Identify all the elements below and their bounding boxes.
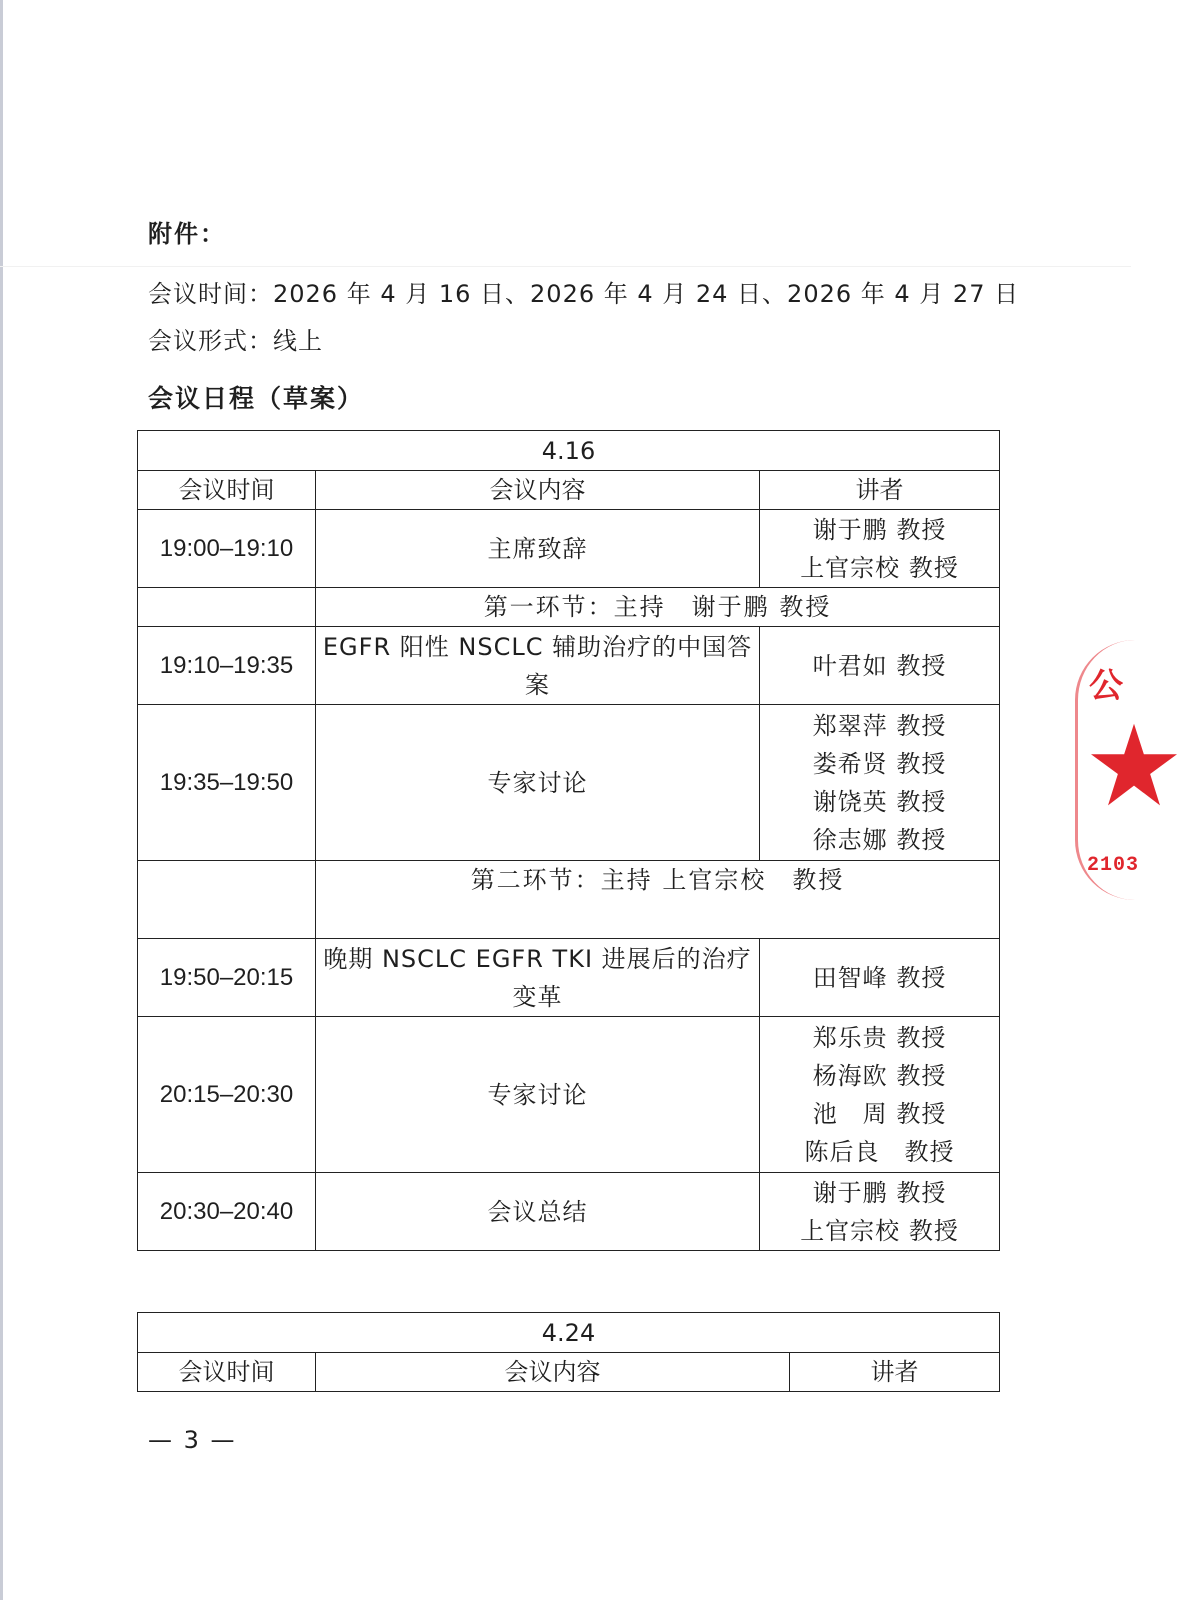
header-speaker: 讲者 [760, 471, 1000, 510]
speaker-name: 徐志娜 教授 [812, 825, 947, 854]
time-cell: 20:30–20:40 [138, 1173, 316, 1251]
speaker-cell [760, 627, 1000, 705]
speaker-name: 田智峰 教授 [812, 963, 947, 992]
speaker-cell [760, 510, 1000, 588]
content-line: EGFR 阳性 NSCLC 辅助治疗的中国答 [322, 632, 753, 661]
official-seal [1075, 640, 1140, 900]
content-line: 会议总结 [487, 1197, 588, 1226]
header-speaker: 讲者 [790, 1353, 1000, 1392]
scan-line [0, 266, 1131, 267]
time-cell: 19:50–20:15 [138, 939, 316, 1017]
speaker-name: 上官宗校 教授 [800, 1216, 959, 1245]
date-header: 4.16 [138, 431, 1000, 471]
table-row [138, 1017, 1000, 1173]
table-row [138, 705, 1000, 861]
table-row [138, 627, 1000, 705]
seal-character: 公 [1089, 666, 1123, 706]
speaker-name: 谢饶英 教授 [812, 787, 947, 816]
time-cell: 19:35–19:50 [138, 705, 316, 861]
schedule-title: 会议日程（草案） [148, 384, 365, 413]
speaker-name: 郑乐贵 教授 [812, 1023, 947, 1052]
content-line: 变革 [512, 982, 563, 1011]
content-cell [316, 510, 760, 588]
content-line: 主席致辞 [487, 534, 588, 563]
speaker-cell [760, 1017, 1000, 1173]
speaker-cell [760, 1173, 1000, 1251]
session-empty-cell [138, 588, 316, 627]
session-cell: 第一环节：主持 谢于鹏 教授 [316, 588, 1000, 627]
content-cell [316, 1173, 760, 1251]
time-cell: 20:15–20:30 [138, 1017, 316, 1173]
time-cell: 19:10–19:35 [138, 627, 316, 705]
speaker-name: 池 周 教授 [812, 1099, 947, 1128]
header-time: 会议时间 [138, 1353, 316, 1392]
table-header-row [138, 1353, 1000, 1392]
speaker-name: 杨海欧 教授 [812, 1061, 947, 1090]
table-row [138, 510, 1000, 588]
scan-left-edge [0, 0, 3, 1600]
date-header: 4.24 [138, 1313, 1000, 1353]
schedule-table-day1 [137, 430, 1000, 1251]
session-row [138, 588, 1000, 627]
session-empty-cell [138, 861, 316, 939]
time-cell: 19:00–19:10 [138, 510, 316, 588]
header-time: 会议时间 [138, 471, 316, 510]
content-cell [316, 705, 760, 861]
content-line: 案 [525, 670, 550, 699]
speaker-name: 叶君如 教授 [812, 651, 947, 680]
seal-number: 2103 [1087, 854, 1140, 877]
speaker-name: 谢于鹏 教授 [812, 1178, 947, 1207]
table-row [138, 1173, 1000, 1251]
speaker-cell [760, 705, 1000, 861]
table-header-row [138, 471, 1000, 510]
meeting-time-line: 会议时间：2026 年 4 月 16 日、2026 年 4 月 24 日、2026 年 4 月 27 日 [148, 280, 1020, 308]
schedule-table-day2 [137, 1312, 1000, 1392]
content-cell [316, 1017, 760, 1173]
speaker-name: 上官宗校 教授 [800, 553, 959, 582]
speaker-name: 郑翠萍 教授 [812, 711, 947, 740]
speaker-name: 谢于鹏 教授 [812, 515, 947, 544]
content-line: 专家讨论 [487, 1080, 588, 1109]
speaker-name: 陈后良 教授 [804, 1137, 955, 1166]
speaker-cell [760, 939, 1000, 1017]
header-content: 会议内容 [316, 471, 760, 510]
content-line: 晚期 NSCLC EGFR TKI 进展后的治疗 [323, 944, 752, 973]
session-cell: 第二环节：主持 上官宗校 教授 [316, 861, 1000, 939]
content-cell [316, 939, 760, 1017]
speaker-name: 娄希贤 教授 [812, 749, 947, 778]
content-line: 专家讨论 [487, 768, 588, 797]
page-number: — 3 — [148, 1426, 237, 1454]
table-row [138, 939, 1000, 1017]
attachment-heading: 附件： [148, 220, 226, 248]
header-content: 会议内容 [316, 1353, 790, 1392]
session-row [138, 861, 1000, 939]
star-icon [1089, 722, 1179, 808]
meeting-format-line: 会议形式：线上 [148, 327, 323, 355]
content-cell [316, 627, 760, 705]
